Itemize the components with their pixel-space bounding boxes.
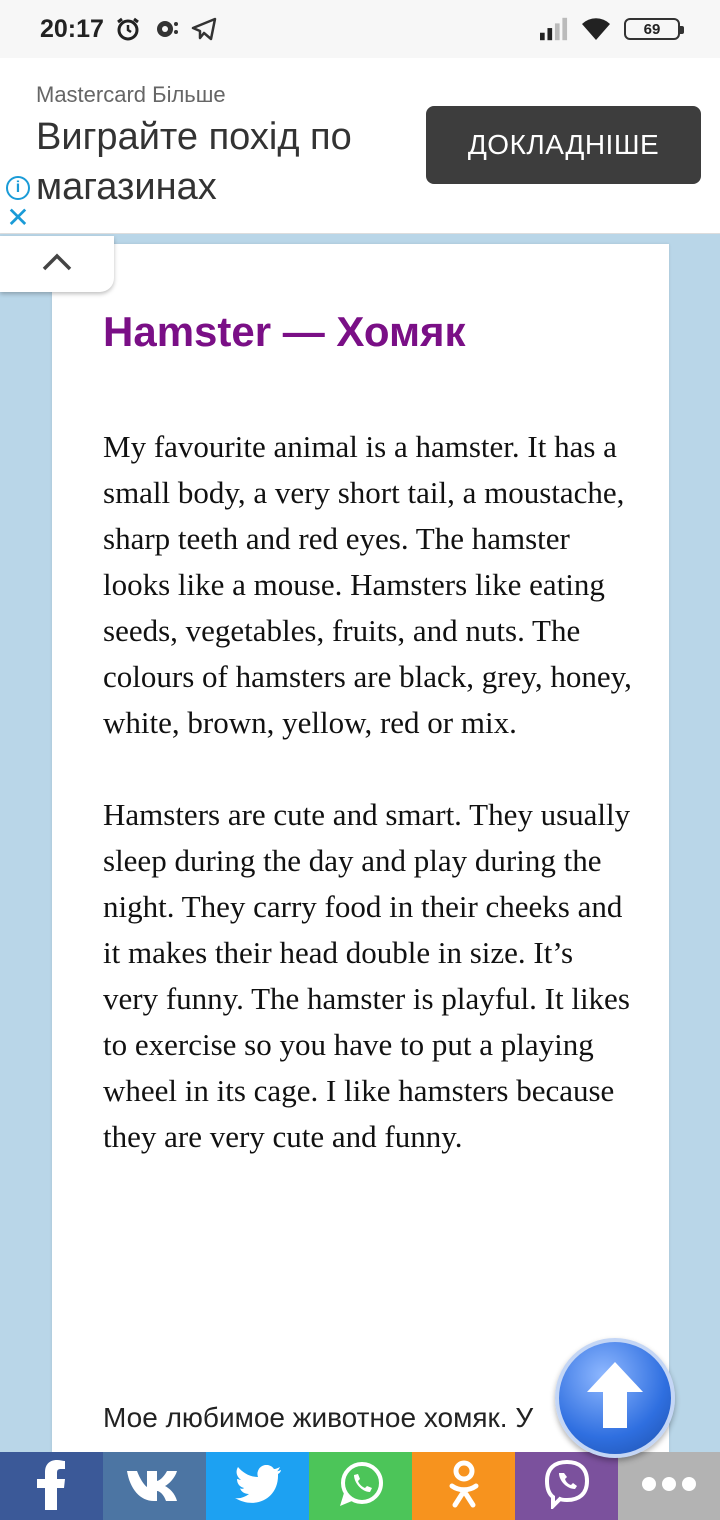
battery-indicator bbox=[624, 18, 680, 40]
info-icon[interactable]: i bbox=[6, 176, 30, 200]
signal-icon bbox=[540, 15, 568, 43]
viber-icon bbox=[543, 1459, 591, 1514]
ad-cta-button[interactable]: ДОКЛАДНІШЕ bbox=[426, 106, 701, 184]
camera-notification-icon bbox=[152, 15, 180, 43]
alarm-icon bbox=[114, 15, 142, 43]
share-vk-button[interactable] bbox=[103, 1452, 206, 1520]
share-whatsapp-button[interactable] bbox=[309, 1452, 412, 1520]
share-odnoklassniki-button[interactable] bbox=[412, 1452, 515, 1520]
vk-icon bbox=[125, 1467, 185, 1506]
ad-brand: Mastercard Більше bbox=[36, 82, 226, 107]
share-twitter-button[interactable] bbox=[206, 1452, 309, 1520]
close-icon[interactable]: ✕ bbox=[6, 202, 30, 233]
telegram-icon bbox=[190, 15, 218, 43]
status-time: 20:17 bbox=[40, 14, 104, 43]
twitter-icon bbox=[235, 1465, 281, 1508]
collapse-ad-button[interactable] bbox=[0, 236, 114, 292]
translation-text: Мое любимое животное хомяк. У bbox=[103, 1402, 534, 1433]
odnoklassniki-icon bbox=[447, 1459, 481, 1514]
share-more-button[interactable] bbox=[618, 1452, 720, 1520]
arrow-up-icon bbox=[575, 1356, 655, 1441]
facebook-icon bbox=[37, 1458, 67, 1515]
battery-level: 69 bbox=[643, 20, 661, 38]
share-facebook-button[interactable] bbox=[0, 1452, 103, 1520]
status-right bbox=[540, 15, 680, 43]
ad-headline[interactable]: Виграйте похід по магазинах bbox=[36, 116, 352, 208]
share-viber-button[interactable] bbox=[515, 1452, 618, 1520]
chevron-up-icon bbox=[41, 252, 73, 277]
wifi-icon bbox=[582, 15, 610, 43]
article-paragraph: My favourite animal is a hamster. It has a small body, a very short tail, a moustache, sharp teeth and red eyes. The hamster looks like a mouse. Hamsters like eating seeds, vegetables, fruits, and nuts. The colours of hamsters are black, grey, honey, white, brown, yellow, red or mix. bbox=[103, 429, 632, 740]
article-body bbox=[103, 424, 633, 1206]
ad-banner[interactable] bbox=[0, 58, 720, 234]
more-dots-icon bbox=[641, 1476, 697, 1497]
whatsapp-icon bbox=[337, 1460, 385, 1513]
scroll-to-top-button[interactable] bbox=[555, 1338, 675, 1458]
content-card bbox=[52, 244, 669, 1484]
share-bar bbox=[0, 1452, 720, 1520]
article-paragraph: Hamsters are cute and smart. They usually sleep during the day and play during the night. They carry food in their cheeks and it makes their head double in size. It’s very funny. The hamster is playful. It likes to exercise so you have to put a playing wheel in its cage. I like hamsters because they are very cute and funny. bbox=[103, 797, 631, 1154]
status-bar bbox=[0, 0, 720, 58]
page-title: Hamster — Хомяк bbox=[103, 308, 466, 355]
status-left bbox=[40, 15, 218, 44]
